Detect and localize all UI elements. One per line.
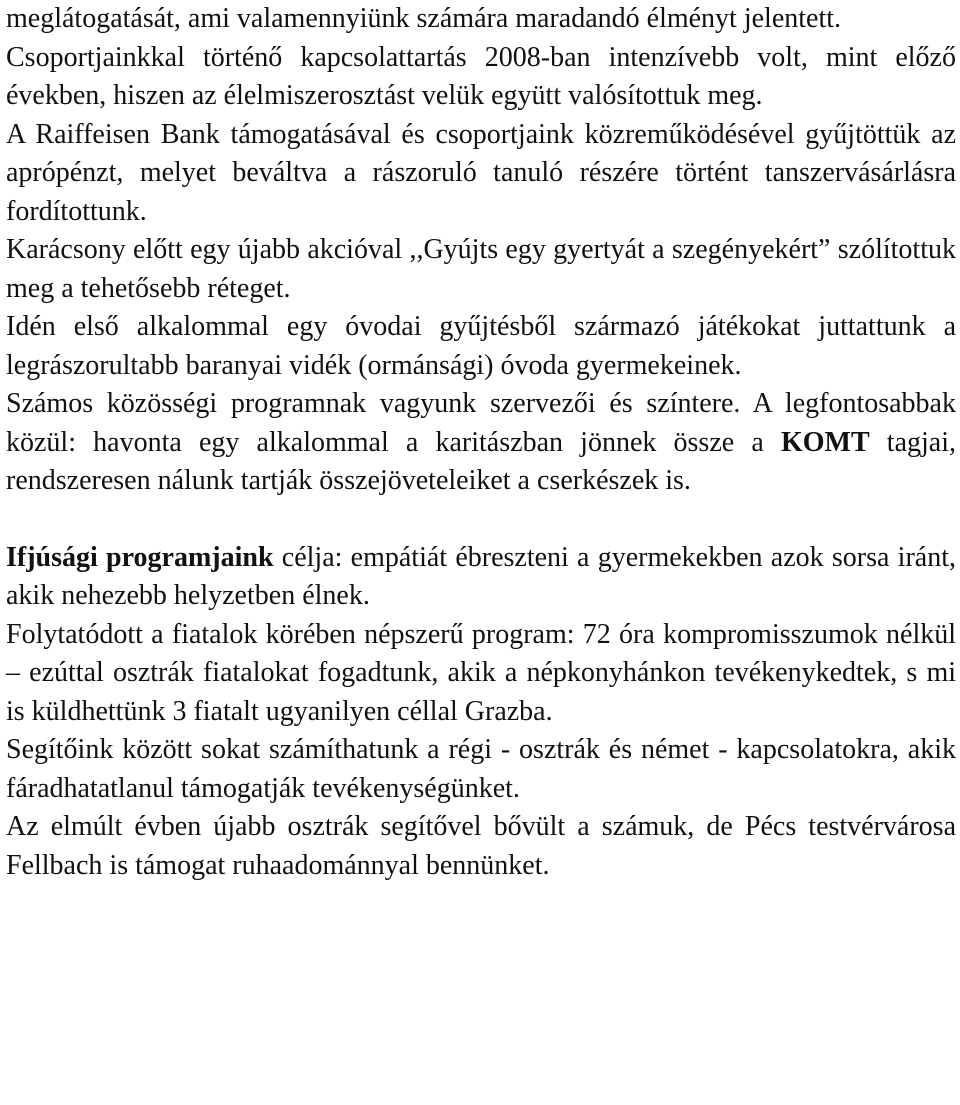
paragraph-fellbach (6, 808, 956, 885)
paragraph-christmas-candle (6, 231, 956, 308)
paragraph-text: Segítőink között sokat számíthatunk a régi - osztrák és német - kapcsolatokra, akik fáradhatatlanul támogatják tevékenységünket. (6, 734, 956, 804)
paragraph-text: célja: empátiát ébreszteni a gyermekekben azok sorsa iránt, akik nehezebb helyzetben élnek. (6, 541, 956, 611)
paragraph-text: A Raiffeisen Bank támogatásával és csoportjaink közreműködésével gyűjtöttük az aprópénzt, melyet beváltva a rászoruló tanuló részére történt tanszervásárlásra fordítottunk. (6, 118, 956, 227)
paragraph-helpers (6, 731, 956, 808)
paragraph-text: Csoportjainkkal történő kapcsolattartás 2008-ban intenzívebb volt, mint előző években, hiszen az élelmiszerosztást velük együtt valósítottuk meg. (6, 41, 956, 111)
paragraph-kindergarten-toys (6, 308, 956, 385)
paragraph-text: Idén első alkalommal egy óvodai gyűjtésből származó játékokat juttattunk a legrászorultabb baranyai vidék (ormánsági) óvoda gyermekeinek. (6, 311, 956, 381)
paragraph-group-contact (6, 39, 956, 116)
paragraph-text: tagjai, rendszeresen nálunk tartják összejöveteleiket a cserkészek is. (6, 426, 956, 496)
komt-bold-text: KOMT (780, 426, 870, 458)
youth-programs-heading: Ifjúsági programjaink (6, 541, 274, 573)
paragraph-text: Karácsony előtt egy újabb akcióval ,,Gyújts egy gyertyát a szegényekért” szólítottuk meg a tehetősebb réteget. (6, 234, 956, 304)
paragraph-community-programs (6, 385, 956, 501)
paragraph-youth-programs (6, 539, 956, 616)
paragraph-raiffeisen (6, 116, 956, 232)
paragraph-text: Az elmúlt évben újabb osztrák segítővel bővült a számuk, de Pécs testvérvárosa Fellbach is támogat ruhaadománnyal bennünket. (6, 811, 956, 881)
paragraph-text: Számos közösségi programnak vagyunk szervezői és színtere. A legfontosabbak közül: havonta egy alkalommal a karitászban jönnek össze a (6, 388, 956, 458)
paragraph-visit (6, 0, 956, 39)
paragraph-spacer (6, 501, 956, 539)
paragraph-72-hours (6, 616, 956, 732)
paragraph-text: meglátogatását, ami valamennyiünk számára maradandó élményt jelentett. (6, 3, 842, 34)
paragraph-text: Folytatódott a fiatalok körében népszerű program: 72 óra kompromisszumok nélkül – ezúttal osztrák fiatalokat fogadtunk, akik a népkonyhánkon tevékenykedtek, s mi is küldhettünk 3 fiatalt ugyanilyen céllal Grazba. (6, 618, 956, 727)
